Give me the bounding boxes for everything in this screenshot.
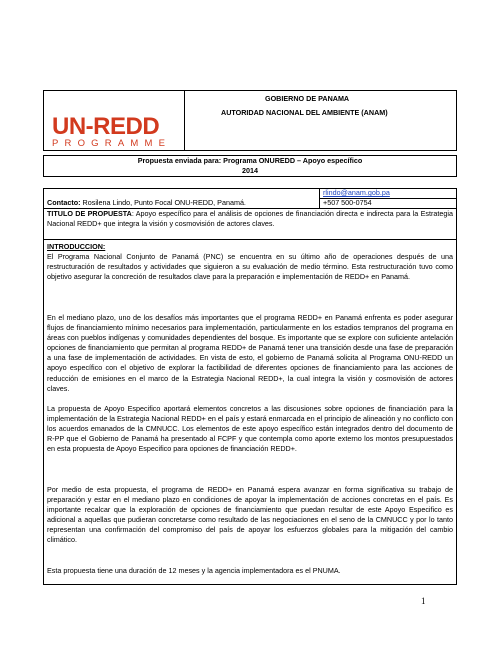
title-row-divider <box>43 239 457 240</box>
proposal-title-text <box>47 209 453 229</box>
intro-paragraph-3: La propuesta de Apoyo Especifico aportará elementos concretos a las discusiones sobre opciones de financiación para la implementación de la Estrategia Nacional REDD+ en el país y estará enmarcada en el principio de alineación y no conflicto con los acuerdos emanados de la CMNUCC. Los elementos de este apoyo específico están integrados dentro del documento de R-PP que el Gobierno de Panamá ha presentado al FCPF y que contempla como aporte externo los montos presupuestados en esta propuesta de Apoyo Especifico para opciones de financiación REDD+. <box>47 404 453 454</box>
header-divider <box>184 90 185 151</box>
government-title: GOBIERNO DE PANAMA <box>265 94 350 103</box>
intro-paragraph-1: El Programa Nacional Conjunto de Panamá (PNC) se encuentra en su último año de operaciones después de una restructuración de resultados y actividades que siguieron a su evaluación de medio término. Esta restructuración tuvo como objetivo asegurar la concreción de resultados clave para la preparación e implementación de REDD+ en Panamá. <box>47 252 453 282</box>
contact-phone: +507 500-0754 <box>323 198 372 207</box>
un-redd-logo-text: UN-REDD <box>52 113 160 140</box>
programme-logo-text: PROGRAMME <box>52 138 172 149</box>
agency-title: AUTORIDAD NACIONAL DEL AMBIENTE (ANAM) <box>221 108 388 117</box>
page-number: 1 <box>421 596 426 606</box>
proposal-title-body: : Apoyo específico para el análisis de opciones de financiación directa e indirecta para la Estrategia Nacional REDD+ que integra la visión y cosmovisión de actores claves. <box>47 209 453 229</box>
contact-label: Contacto: <box>47 198 81 207</box>
contact-name: Rosilena Lindo, Punto Focal ONU-REDD, Panamá. <box>80 198 246 207</box>
intro-paragraph-5: Esta propuesta tiene una duración de 12 meses y la agencia implementadora es el PNUMA. <box>47 566 341 575</box>
proposal-year: 2014 <box>242 166 258 175</box>
intro-heading: INTRODUCCION: <box>47 242 106 251</box>
contact-email-link[interactable]: rlindo@anam.gob.pa <box>323 188 390 197</box>
proposal-sent-for: Propuesta enviada para: Programa ONUREDD – Apoyo específico <box>137 156 363 165</box>
contact-line <box>47 198 246 208</box>
proposal-title-label: TITULO DE PROPUESTA <box>47 209 132 218</box>
intro-paragraph-4: Por medio de esta propuesta, el programa de REDD+ en Panamá espera avanzar en forma significativa su trabajo de preparación y estar en el mediano plazo en condiciones de apoyar la implementación de acciones concretas en el país. Es importante recalcar que la exploración de opciones de financiamiento que puedan resultar de este Apoyo Especifico es adicional a aquellas que pudieran concretarse como resultado de las negociaciones en el seno de la CMNUCC y por lo tanto representan una confirmación del compromiso del país de apoyar los esfuerzos globales para la mitigación del cambio climático. <box>47 485 453 545</box>
intro-paragraph-2: En el mediano plazo, uno de los desafíos más importantes que el programa REDD+ en Panamá enfrenta es poder asegurar flujos de financiamiento mínimo necesarios para implementación, particularmente en los estadios tempranos del programa en áreas con pueblos indígenas y comunidades dependientes del bosque. Es importante que se explore con suficiente antelación opciones de financiamiento que permitan al programa REDD+ de Panamá tener una transición desde una fase de preparación a una fase de implementación de actividades. En vista de esto, el gobierno de Panamá solicita al Programa ONU-REDD un apoyo específico con el objetivo de explorar la factibilidad de diferentes opciones de financiamiento para las acciones de reducción de emisiones en el marco de la Estrategia Nacional REDD+, la cual integra la visión y cosmovisión de actores claves. <box>47 313 453 393</box>
